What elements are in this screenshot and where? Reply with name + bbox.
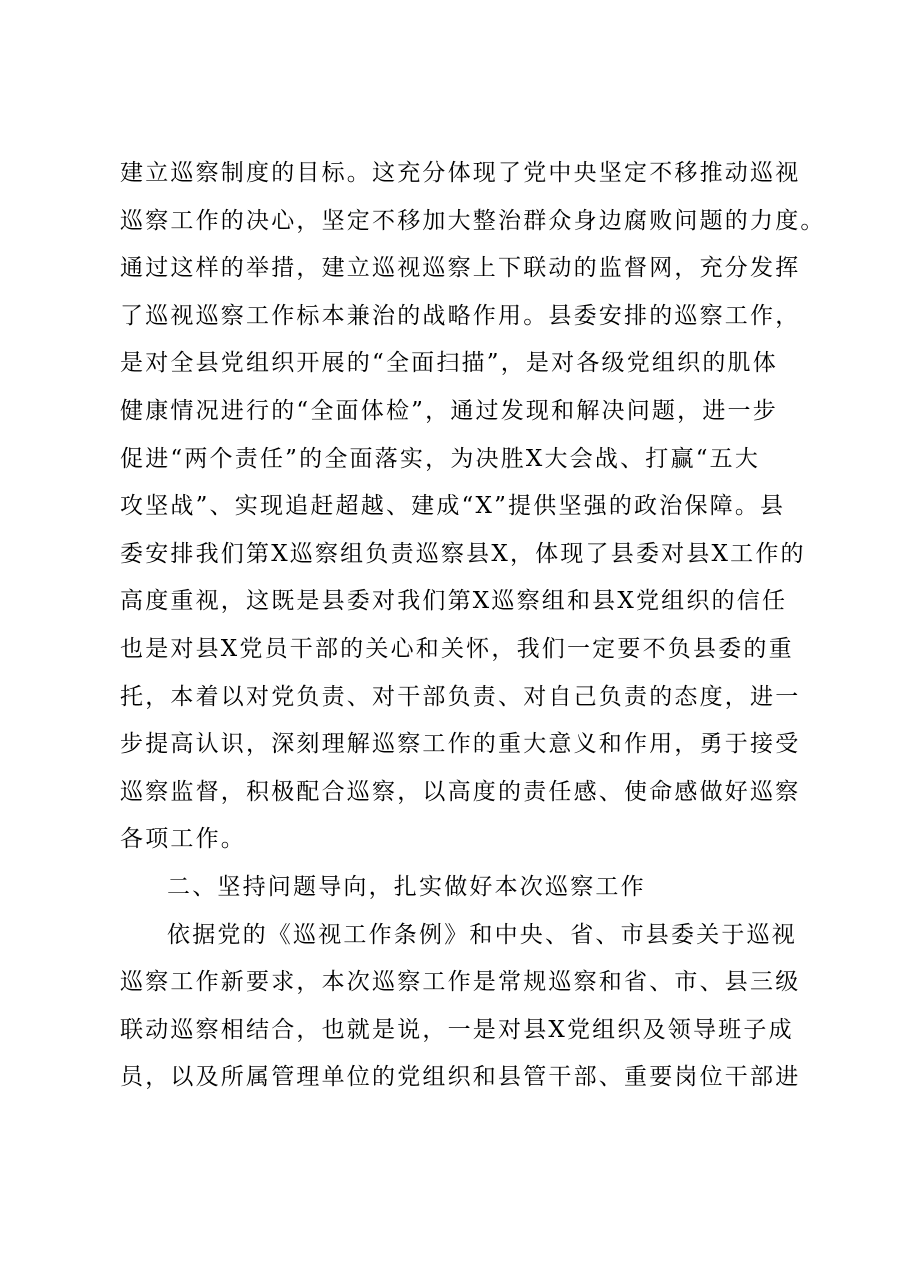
text-line: 攻坚战”、实现追赶超越、建成“X”提供坚强的政治保障。县 [120, 493, 786, 520]
text-line: 高度重视，这既是县委对我们第X巡察组和县X党组织的信任 [120, 588, 788, 615]
text-line: 步提高认识，深刻理解巡察工作的重大意义和作用，勇于接受 [120, 731, 801, 758]
section-heading: 二、坚持问题导向，扎实做好本次巡察工作 [167, 873, 646, 900]
text-line: 也是对县X党员干部的关心和关怀，我们一定要不负县委的重 [120, 635, 794, 662]
document-body [120, 150, 826, 1102]
text-line: 托，本着以对党负责、对干部负责、对自己负责的态度，进一 [120, 683, 801, 710]
text-line: 各项工作。 [120, 826, 246, 853]
text-line: 巡察工作新要求，本次巡察工作是常规巡察和省、市、县三级 [120, 969, 801, 996]
text-line: 巡察工作的决心，坚定不移加大整治群众身边腐败问题的力度。 [120, 207, 826, 234]
text-line: 促进“两个责任”的全面落实，为决胜X大会战、打赢“五大 [120, 445, 761, 472]
text-line: 委安排我们第X巡察组负责巡察县X，体现了县委对县X工作的 [120, 540, 806, 567]
text-line: 联动巡察相结合，也就是说，一是对县X党组织及领导班子成 [120, 1016, 794, 1043]
text-line: 建立巡察制度的目标。这充分体现了党中央坚定不移推动巡视 [120, 160, 801, 186]
text-line: 了巡视巡察工作标本兼治的战略作用。县委安排的巡察工作， [120, 302, 801, 329]
text-line: 通过这样的举措，建立巡视巡察上下联动的监督网，充分发挥 [120, 255, 801, 282]
text-line: 是对全县党组织开展的“全面扫描”，是对各级党组织的肌体 [120, 350, 778, 377]
text-line: 依据党的《巡视工作条例》和中央、省、市县委关于巡视 [167, 921, 797, 948]
text-line: 员，以及所属管理单位的党组织和县管干部、重要岗位干部进 [120, 1064, 801, 1091]
text-line: 巡察监督，积极配合巡察，以高度的责任感、使命感做好巡察 [120, 778, 801, 805]
text-line: 健康情况进行的“全面体检”，通过发现和解决问题，进一步 [120, 397, 778, 424]
